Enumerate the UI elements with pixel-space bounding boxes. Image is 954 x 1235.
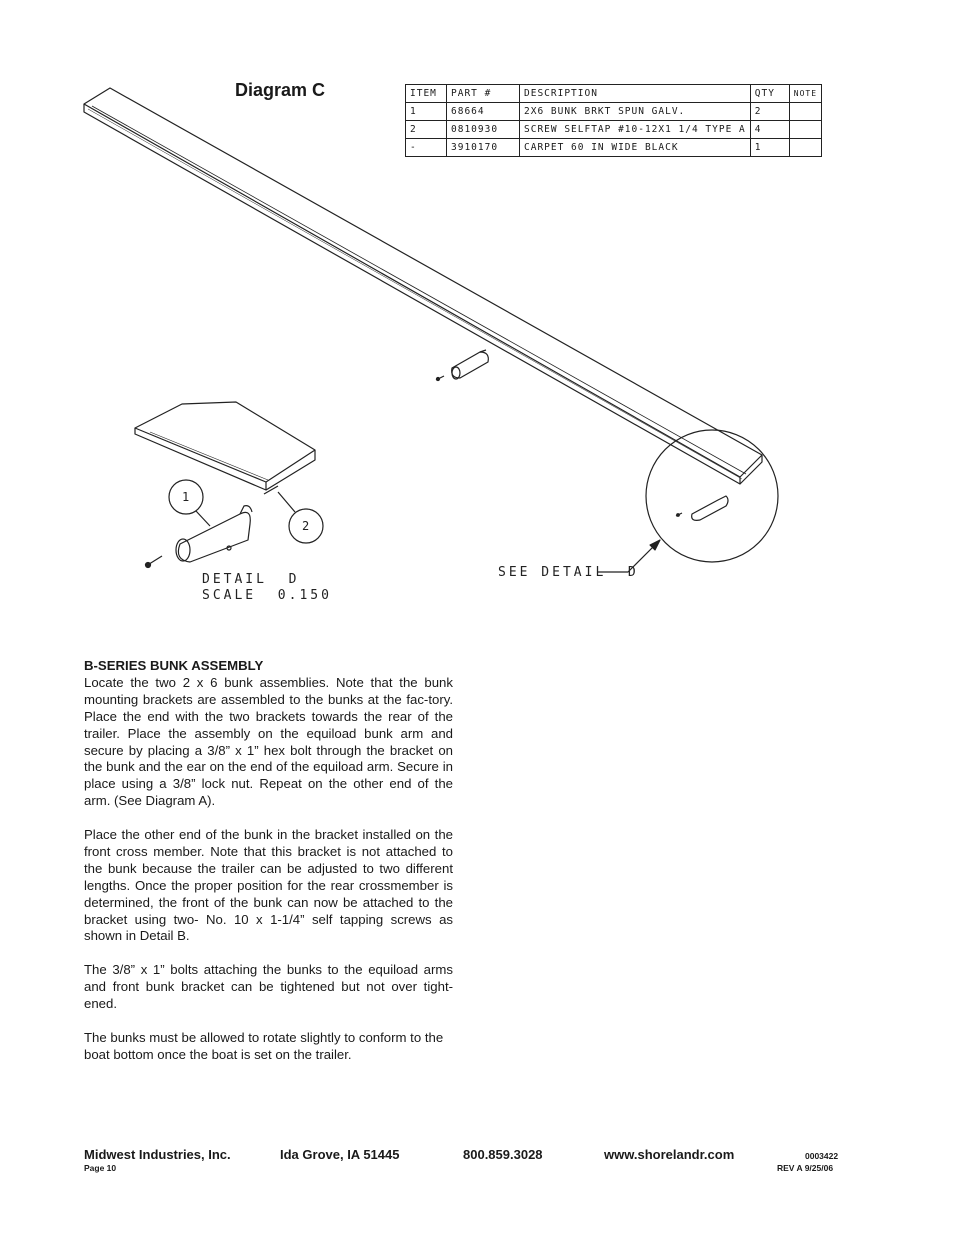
detail-label: DETAIL D <box>202 572 300 587</box>
cell-description: SCREW SELFTAP #10-12X1 1/4 TYPE A <box>520 121 751 139</box>
callout-2-label: 2 <box>302 519 310 533</box>
cell-part: 68664 <box>447 103 520 121</box>
cell-qty: 4 <box>750 121 789 139</box>
detail-board-drawing <box>135 402 315 490</box>
header-description: DESCRIPTION <box>520 85 751 103</box>
footer-page: Page 10 <box>84 1163 117 1173</box>
footer-website: www.shorelandr.com <box>604 1147 735 1162</box>
cell-item: 2 <box>406 121 447 139</box>
paragraph: Locate the two 2 x 6 bunk assemblies. Note that the bunk mounting brackets are assembled to the bunks at the fac-tory. Place the end with the two brackets towards the rear of the trailer. Place the assembly on the equiload bunk arm and secure by placing a 3/8” x 1” hex bolt through the bracket on the bunk and the ear on the end of the equiload arm. Secure in place using a 3/8” lock nut. Repeat on the other end of the arm. (See Diagram A). <box>84 674 453 809</box>
cell-description: CARPET 60 IN WIDE BLACK <box>520 139 751 157</box>
callout-1 <box>169 480 210 526</box>
cell-qty: 1 <box>750 139 789 157</box>
footer-phone: 800.859.3028 <box>463 1147 543 1162</box>
middle-screw-drawing <box>436 376 444 381</box>
cell-item: - <box>406 139 447 157</box>
footer-revision: REV A 9/25/06 <box>777 1163 834 1173</box>
header-qty: QTY <box>750 85 789 103</box>
cell-part: 3910170 <box>447 139 520 157</box>
cell-description: 2X6 BUNK BRKT SPUN GALV. <box>520 103 751 121</box>
paragraph: The bunks must be allowed to rotate slightly to conform to the boat bottom once the boat is set on the trailer. <box>84 1029 444 1062</box>
section-heading: B-SERIES BUNK ASSEMBLY <box>84 658 264 673</box>
header-item: ITEM <box>406 85 447 103</box>
footer-city: Ida Grove, IA 51445 <box>280 1147 400 1162</box>
cell-item: 1 <box>406 103 447 121</box>
callout-2 <box>278 492 323 543</box>
footer-company: Midwest Industries, Inc. <box>84 1147 231 1162</box>
footer-doc-number: 0003422 <box>805 1151 839 1161</box>
instructions-section <box>84 658 453 1081</box>
see-detail-label: SEE DETAIL D <box>498 565 639 580</box>
detail-screw-drawing <box>146 486 279 568</box>
diagram-title: Diagram C <box>235 80 326 100</box>
scale-label: SCALE 0.150 <box>202 588 332 603</box>
cell-part: 0810930 <box>447 121 520 139</box>
callout-1-label: 1 <box>182 490 190 504</box>
header-note: NOTE <box>789 85 821 103</box>
header-part: PART # <box>447 85 520 103</box>
paragraph: The 3/8” x 1” bolts attaching the bunks to the equiload arms and front bunk bracket can be tightened but not over tight-ened. <box>84 962 453 1012</box>
paragraph: Place the other end of the bunk in the bracket installed on the front cross member. Note that this bracket is not attached to the bunk because the trailer can be adjusted to two different lengths. Once the proper position for the rear crossmember is determined, the front of the bunk can now be attached to the bracket using two- No. 10 x 1-1/4” self tapping screws as shown in Detail B. <box>84 827 453 944</box>
middle-bracket-drawing <box>452 350 489 379</box>
cell-qty: 2 <box>750 103 789 121</box>
